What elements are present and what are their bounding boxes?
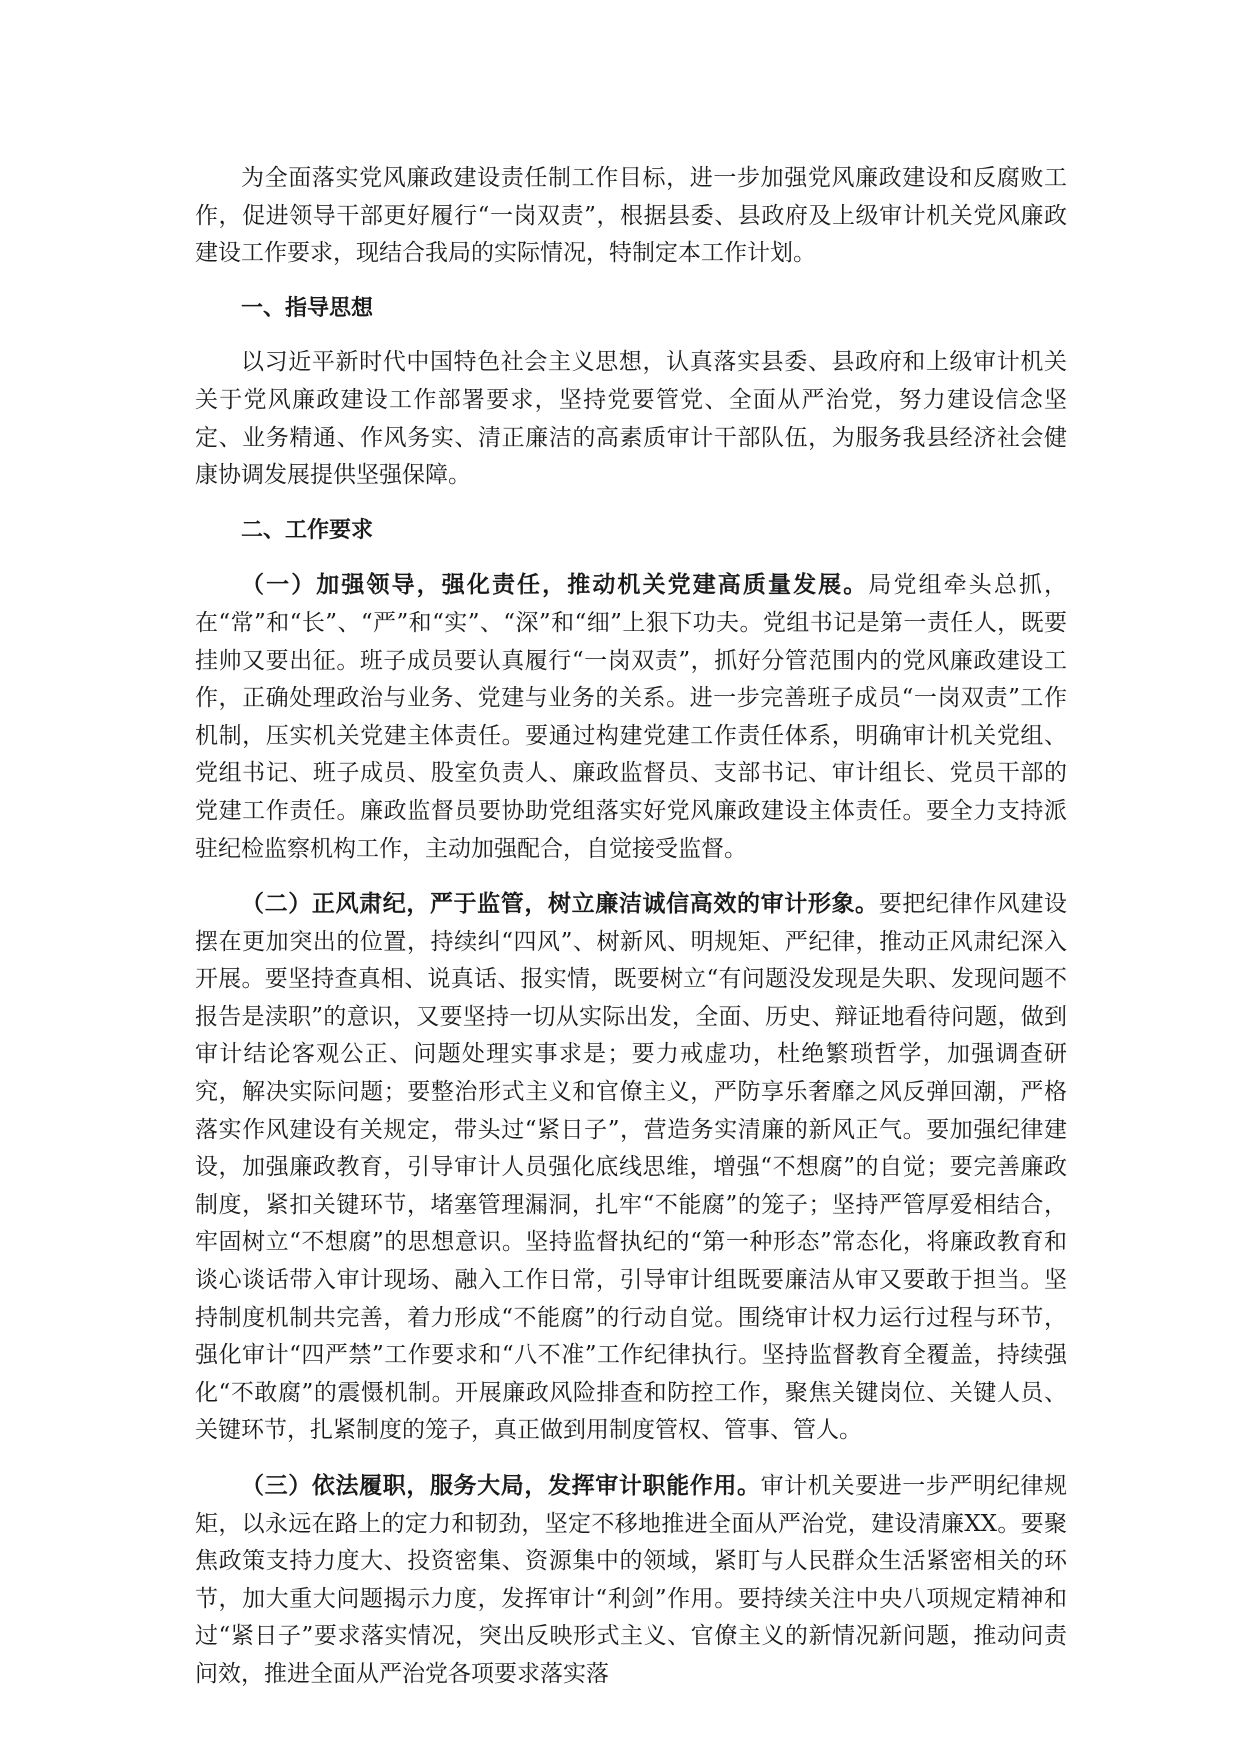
document-page bbox=[195, 160, 1067, 1711]
requirement-body-1: 局党组牵头总抓，在“常”和“长”、“严”和“实”、“深”和“细”上狠下功夫。党组书记是第一责任人，既要挂帅又要出征。班子成员要认真履行“一岗双责”，抓好分管范围内的党风廉政建设工作，正确处理政治与业务、党建与业务的关系。进一步完善班子成员“一岗双责”工作机制，压实机关党建主体责任。要通过构建党建工作责任体系，明确审计机关党组、党组书记、班子成员、股室负责人、廉政监督员、支部书记、审计组长、党员干部的党建工作责任。廉政监督员要协助党组落实好党风廉政建设主体责任。要全力支持派驻纪检监察机构工作，主动加强配合，自觉接受监督。 bbox=[195, 572, 1067, 862]
intro-paragraph: 为全面落实党风廉政建设责任制工作目标，进一步加强党风廉政建设和反腐败工作，促进领导干部更好履行“一岗双责”，根据县委、县政府及上级审计机关党风廉政建设工作要求，现结合我局的实际情况，特制定本工作计划。 bbox=[195, 165, 1067, 267]
requirement-lead-1: （一）加强领导，强化责任，推动机关党建高质量发展。 bbox=[241, 571, 869, 599]
requirement-paragraph-2 bbox=[195, 885, 1067, 1450]
requirement-body-3: 审计机关要进一步严明纪律规矩，以永远在路上的定力和韧劲，坚定不移地推进全面从严治党，建设清廉XX。要聚焦政策支持力度大、投资密集、资源集中的领域，紧盯与人民群众生活紧密相关的环节，加大重大问题揭示力度，发挥审计“利剑”作用。要持续关注中央八项规定精神和过“紧日子”要求落实情况，突出反映形式主义、官僚主义的新情况新问题，推动问责问效，推进全面从严治党各项要求落实落 bbox=[195, 1473, 1068, 1687]
section-heading-work-requirements: 二、工作要求 bbox=[241, 517, 374, 543]
requirement-paragraph-1 bbox=[195, 566, 1067, 868]
guiding-ideology-paragraph: 以习近平新时代中国特色社会主义思想，认真落实县委、县政府和上级审计机关关于党风廉政建设工作部署要求，坚持党要管党、全面从严治党，努力建设信念坚定、业务精通、作风务实、清正廉洁的高素质审计干部队伍，为服务我县经济社会健康协调发展提供坚强保障。 bbox=[195, 349, 1067, 489]
requirement-paragraph-3 bbox=[195, 1467, 1067, 1694]
requirement-body-2: 要把纪律作风建设摆在更加突出的位置，持续纠“四风”、树新风、明规矩、严纪律，推动正风肃纪深入开展。要坚持查真相、说真话、报实情，既要树立“有问题没发现是失职、发现问题不报告是渎职”的意识，又要坚持一切从实际出发，全面、历史、辩证地看待问题，做到审计结论客观公正、问题处理实事求是；要力戒虚功，杜绝繁琐哲学，加强调查研究，解决实际问题；要整治形式主义和官僚主义，严防享乐奢靡之风反弹回潮，严格落实作风建设有关规定，带头过“紧日子”，营造务实清廉的新风正气。要加强纪律建设，加强廉政教育，引导审计人员强化底线思维，增强“不想腐”的自觉；要完善廉政制度，紧扣关键环节，堵塞管理漏洞，扎牢“不能腐”的笼子；坚持严管厚爱相结合，牢固树立“不想腐”的思想意识。坚持监督执纪的“第一种形态”常态化，将廉政教育和谈心谈话带入审计现场、融入工作日常，引导审计组既要廉洁从审又要敢于担当。坚持制度机制共完善，着力形成“不能腐”的行动自觉。围绕审计权力运行过程与环节，强化审计“四严禁”工作要求和“八不准”工作纪律执行。坚持监督教育全覆盖，持续强化“不敢腐”的震慑机制。开展廉政风险排查和防控工作，聚焦关键岗位、关键人员、关键环节，扎紧制度的笼子，真正做到用制度管权、管事、管人。 bbox=[195, 891, 1068, 1444]
section-heading-guiding-ideology: 一、指导思想 bbox=[241, 295, 374, 321]
requirement-lead-2: （二）正风肃纪，严于监管，树立廉洁诚信高效的审计形象。 bbox=[241, 890, 879, 918]
requirement-lead-3: （三）依法履职，服务大局，发挥审计职能作用。 bbox=[241, 1472, 761, 1499]
